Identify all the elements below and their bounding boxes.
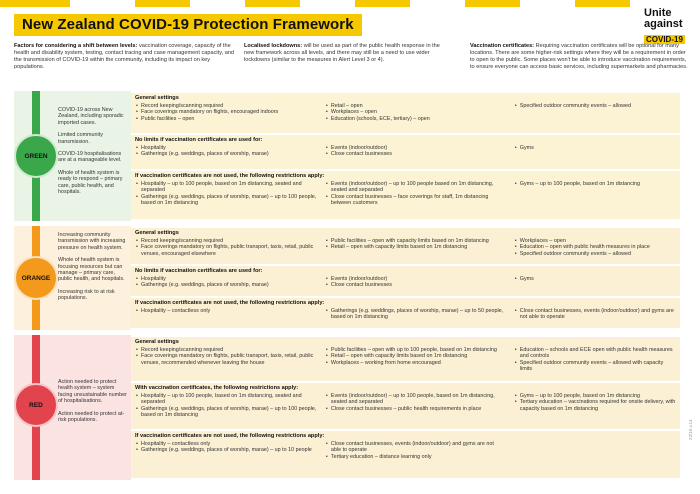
section-heading: If vaccination certificates are not used, the following restrictions apply: <box>135 300 325 306</box>
level-orange <box>14 226 680 330</box>
section-heading: If vaccination certificates are not used, the following restrictions apply: <box>135 433 325 439</box>
red-certs-used-section <box>131 383 680 429</box>
rule-item: • Education – open with public health measures in place <box>514 244 676 250</box>
section-heading: With vaccination certificates, the following restrictions apply: <box>135 385 299 391</box>
section-heading: No limits if vaccination certificates are used for: <box>135 137 263 143</box>
level-green-desc-line: Limited community transmission. <box>58 132 103 145</box>
rule-item: • Hospitality – contactless only <box>135 441 317 447</box>
intro-factors-text: vaccination coverage, capacity of the health and disability system, testing, contact tracing and case management capacity, and the transmission of COVID-19 within the community, including its impact on key populations. <box>14 43 235 70</box>
logo-line-3: COVID-19 <box>646 35 683 44</box>
rule-item: • Tertiary education – distance learning only <box>325 454 504 460</box>
level-green-desc-line: COVID-19 across New Zealand, including sporadic imported cases. <box>58 107 124 126</box>
level-orange-body <box>131 226 680 330</box>
version-code: 22/10 v.14 <box>688 419 693 440</box>
red-general-section <box>131 337 680 381</box>
rule-item: • Workplaces – open <box>514 238 676 244</box>
green-certs-not-used-section <box>131 171 680 219</box>
rule-item: • Gatherings (e.g. weddings, places of worship, marae) – up to 100 people, based on 1m distancing <box>135 406 317 419</box>
rule-item: • Events (indoor/outdoor) <box>325 276 504 282</box>
intro-certificates-text: Requiring vaccination certificates will be optional for many locations. There are some higher-risk settings where they will be a requirement in order to open to the public. Some places won't be able to introduce vaccination requirements, to ensure everyone can access basic services, including supermarkets and pharmacies. <box>470 43 688 70</box>
section-heading: General settings <box>135 339 179 345</box>
section-heading: If vaccination certificates are not used, the following restrictions apply: <box>135 173 325 179</box>
intro-certificates-label: Vaccination certificates: <box>470 43 535 49</box>
level-green <box>14 91 680 221</box>
level-red-body <box>131 335 680 480</box>
rule-item: • Public facilities – open with up to 100 people, based on 1m distancing <box>325 347 504 353</box>
rule-item: • Workplaces – open <box>325 109 504 115</box>
level-red <box>14 335 680 480</box>
top-stripes <box>0 0 700 7</box>
rule-item: • Close contact businesses, events (indoor/outdoor) and gyms are not able to operate <box>514 308 676 321</box>
level-red-desc-line: Action needed to protect health system – system facing unsustainable number of hospitalisations. <box>58 379 127 405</box>
level-orange-description <box>58 232 130 308</box>
level-red-badge <box>14 383 58 427</box>
orange-general-section <box>131 228 680 264</box>
intro-factors <box>14 43 239 71</box>
level-red-name: RED <box>29 401 43 409</box>
rule-item: • Hospitality – up to 100 people, based on 1m distancing, seated and separated <box>135 181 317 194</box>
rule-item: • Face coverings mandatory on flights, public transport, taxis, retail, public venues, recommended whenever leaving the house <box>135 353 317 366</box>
green-general-section <box>131 93 680 133</box>
section-heading: General settings <box>135 95 179 101</box>
rule-item: • Face coverings mandatory on flights, encouraged indoors <box>135 109 317 115</box>
level-green-desc-line: COVID-19 hospitalisations are at a manageable level. <box>58 151 122 164</box>
orange-certs-used-section <box>131 266 680 296</box>
logo-line-1: Unite <box>644 7 672 19</box>
intro-lockdowns-label: Localised lockdowns: <box>244 43 303 49</box>
intro-lockdowns-text: will be used as part of the public health response in the new framework across all levels, and there may still be a need to use wider lockdowns (similar to the measures in Alert Level 3 or 4). <box>244 43 440 63</box>
rule-item: • Close contact businesses – public health requirements in place <box>325 406 504 412</box>
section-heading: General settings <box>135 230 179 236</box>
rule-item: • Gatherings (e.g. weddings, places of worship, marae) <box>135 151 317 157</box>
level-red-description <box>58 379 130 429</box>
orange-certs-not-used-section <box>131 298 680 328</box>
red-certs-not-used-section <box>131 431 680 478</box>
unite-against-covid-logo <box>644 8 694 47</box>
green-certs-used-section <box>131 135 680 169</box>
rule-item: • Public facilities – open <box>135 116 317 122</box>
rule-item: • Record keeping/scanning required <box>135 347 317 353</box>
rule-item: • Retail – open with capacity limits based on 1m distancing <box>325 244 504 250</box>
rule-item: • Public facilities – open with capacity limits based on 1m distancing <box>325 238 504 244</box>
rule-item: • Retail – open with capacity limits based on 1m distancing <box>325 353 504 359</box>
rule-item: • Close contact businesses <box>325 282 504 288</box>
rule-item: • Retail – open <box>325 103 504 109</box>
level-orange-name: ORANGE <box>21 274 51 282</box>
rule-item: • Gatherings (e.g. weddings, places of worship, marae) – up to 10 people <box>135 447 317 453</box>
rule-item: • Gyms <box>514 276 676 282</box>
rule-item: • Record keeping/scanning required <box>135 238 317 244</box>
level-green-description <box>58 107 130 201</box>
rule-item: • Gyms – up to 100 people, based on 1m distancing <box>514 181 676 187</box>
level-green-badge <box>14 134 58 178</box>
level-green-body <box>131 91 680 221</box>
level-orange-desc-line: Increasing community transmission with increasing pressure on health system. <box>58 232 126 251</box>
intro-factors-label: Factors for considering a shift between levels: <box>14 43 138 49</box>
level-orange-desc-line: Whole of health system is focusing resources but can manage – primary care, public health, and hospitals. <box>58 257 125 283</box>
rule-item: • Events (indoor/outdoor) – up to 100 people based on 1m distancing, seated and separated <box>325 181 504 194</box>
rule-item: • Education (schools, ECE, tertiary) – open <box>325 116 504 122</box>
level-green-name: GREEN <box>24 152 48 160</box>
rule-item: • Gatherings (e.g. weddings, places of worship, marae) – up to 100 people, based on 1m distancing <box>135 194 317 207</box>
rule-item: • Close contact businesses – face coverings for staff, 1m distancing between customers <box>325 194 504 207</box>
rule-item: • Record keeping/scanning required <box>135 103 317 109</box>
rule-item: • Tertiary education – vaccinations required for onsite delivery, with capacity based on 1m distancing <box>514 399 676 412</box>
rule-item: • Events (indoor/outdoor) <box>325 145 504 151</box>
rule-item: • Specified outdoor community events – allowed <box>514 251 676 257</box>
rule-item: • Gyms <box>514 145 676 151</box>
logo-line-2: against <box>644 18 683 30</box>
level-orange-badge <box>14 256 58 300</box>
rule-item: • Hospitality – up to 100 people, based on 1m distancing, seated and separated <box>135 393 317 406</box>
rule-item: • Specified outdoor community events – allowed with capacity limits <box>514 360 676 373</box>
intro-certificates <box>470 43 690 71</box>
page-title <box>14 14 362 36</box>
rule-item: • Close contact businesses, events (indoor/outdoor) and gyms are not able to operate <box>325 441 504 454</box>
rule-item: • Gatherings (e.g. weddings, places of worship, marae) <box>135 282 317 288</box>
rule-item: • Close contact businesses <box>325 151 504 157</box>
page-title-text: New Zealand COVID-19 Protection Framework <box>22 16 354 33</box>
intro-lockdowns <box>244 43 449 64</box>
rule-item: • Workplaces – working from home encouraged <box>325 360 504 366</box>
rule-item: • Hospitality – contactless only <box>135 308 317 314</box>
rule-item: • Hospitality <box>135 145 317 151</box>
rule-item: • Gyms – up to 100 people, based on 1m distancing <box>514 393 676 399</box>
rule-item: • Events (indoor/outdoor) – up to 100 people, based on 1m distancing, seated and separated <box>325 393 504 406</box>
rule-item: • Face coverings mandatory on flights, public transport, taxis, retail, public venues, encouraged elsewhere <box>135 244 317 257</box>
level-orange-desc-line: Increasing risk to at risk populations. <box>58 288 115 302</box>
rule-item: • Specified outdoor community events – allowed <box>514 103 676 109</box>
level-red-desc-line: Action needed to protect at-risk populations. <box>58 410 125 424</box>
rule-item: • Gatherings (e.g. weddings, places of worship, marae) – up to 50 people, based on 1m distancing <box>325 308 504 321</box>
rule-item: • Hospitality <box>135 276 317 282</box>
section-heading: No limits if vaccination certificates are used for: <box>135 268 263 274</box>
level-green-desc-line: Whole of health system is ready to respond – primary care, public health, and hospitals. <box>58 169 123 196</box>
rule-item: • Education – schools and ECE open with public health measures and controls <box>514 347 676 360</box>
